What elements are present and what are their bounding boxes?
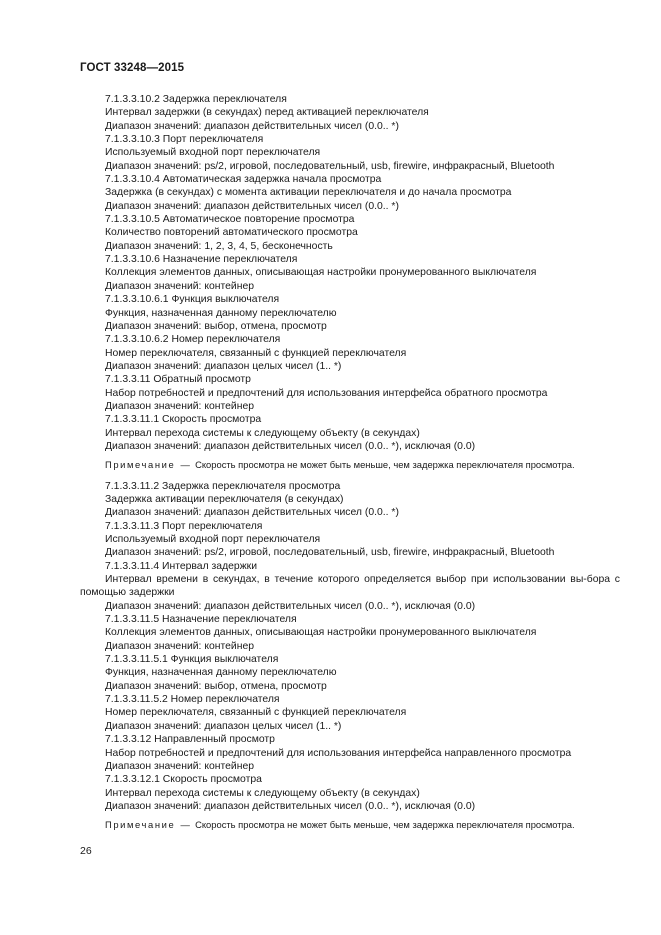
- text-line: Коллекция элементов данных, описывающая настройки пронумерованного выключателя: [105, 267, 537, 279]
- text-line: 7.1.3.3.11.3 Порт переключателя: [105, 520, 263, 532]
- text-line: 7.1.3.3.10.6.1 Функция выключателя: [105, 294, 280, 306]
- text-line: 7.1.3.3.11.5.2 Номер переключателя: [105, 694, 280, 706]
- text-line: Диапазон значений: диапазон действительных чисел (0.0.. *): [105, 507, 399, 519]
- text-line: 7.1.3.3.12 Направленный просмотр: [105, 734, 275, 746]
- text-line: Диапазон значений: диапазон целых чисел (1.. *): [105, 360, 342, 372]
- text-line: Диапазон значений: выбор, отмена, просмотр: [105, 320, 327, 332]
- text-line: Диапазон значений: диапазон целых чисел (1.. *): [105, 720, 342, 732]
- text-line: Диапазон значений: диапазон действительных чисел (0.0.. *), исключая (0.0): [105, 440, 476, 452]
- text-line: 7.1.3.3.10.6 Назначение переключателя: [105, 254, 298, 266]
- text-line: Задержка (в секундах) с момента активации переключателя и до начала просмотра: [105, 187, 512, 199]
- text-line: Набор потребностей и предпочтений для использования интерфейса направленного просмотра: [105, 747, 572, 759]
- text-line: Интервал задержки (в секундах) перед активацией переключателя: [105, 107, 429, 119]
- document-header: ГОСТ 33248—2015: [80, 62, 185, 74]
- text-line: 7.1.3.3.11.5 Назначение переключателя: [105, 614, 297, 626]
- document-body: [80, 93, 620, 840]
- text-line: Диапазон значений: диапазон действительных чисел (0.0.. *): [105, 120, 399, 132]
- text-line: Функция, назначенная данному переключателю: [105, 667, 337, 679]
- text-line: Набор потребностей и предпочтений для использования интерфейса обратного просмотра: [105, 387, 548, 399]
- text-block-a: [80, 93, 620, 453]
- text-line: 7.1.3.3.10.5 Автоматическое повторение просмотра: [105, 214, 355, 226]
- text-line: Диапазон значений: контейнер: [105, 400, 255, 412]
- note-2: [80, 818, 620, 831]
- text-line: 7.1.3.3.10.2 Задержка переключателя: [105, 94, 287, 105]
- text-line: Интервал перехода системы к следующему объекту (в секундах): [105, 787, 420, 799]
- text-line: Диапазон значений: контейнер: [105, 640, 255, 652]
- text-line: Функция, назначенная данному переключателю: [105, 307, 337, 319]
- note-dash: —: [180, 819, 190, 831]
- text-line: Диапазон значений: диапазон действительных чисел (0.0.. *), исключая (0.0): [105, 800, 476, 812]
- text-line: Задержка активации переключателя (в секундах): [105, 493, 344, 505]
- text-line: Диапазон значений: ps/2, игровой, последовательный, usb, firewire, инфракрасный, Bluetooth: [105, 547, 555, 559]
- text-line: 7.1.3.3.11.5.1 Функция выключателя: [105, 654, 279, 666]
- wrapped-paragraph: Интервал времени в секундах, в течение которого определяется выбор при использовании вы-бора с помощью задержки: [80, 574, 620, 599]
- text-line: 7.1.3.3.12.1 Скорость просмотра: [105, 774, 262, 786]
- note-1: [80, 458, 620, 471]
- text-line: 7.1.3.3.10.6.2 Номер переключателя: [105, 334, 281, 346]
- text-line: Диапазон значений: выбор, отмена, просмотр: [105, 680, 327, 692]
- text-line: Диапазон значений: контейнер: [105, 280, 255, 292]
- text-line: Диапазон значений: диапазон действительных чисел (0.0.. *), исключая (0.0): [105, 600, 476, 612]
- text-line: Используемый входной порт переключателя: [105, 147, 321, 159]
- page-number: 26: [80, 845, 92, 857]
- text-line: Номер переключателя, связанный с функцией переключателя: [105, 707, 407, 719]
- text-line: 7.1.3.3.10.4 Автоматическая задержка начала просмотра: [105, 174, 382, 186]
- text-line: Диапазон значений: 1, 2, 3, 4, 5, бесконечность: [105, 240, 333, 252]
- text-line: Номер переключателя, связанный с функцией переключателя: [105, 347, 407, 359]
- text-line: Коллекция элементов данных, описывающая настройки пронумерованного выключателя: [105, 627, 537, 639]
- text-line: Диапазон значений: контейнер: [105, 760, 255, 772]
- text-line: Интервал перехода системы к следующему объекту (в секундах): [105, 427, 420, 439]
- text-line: 7.1.3.3.11.4 Интервал задержки: [105, 560, 258, 572]
- text-line: Используемый входной порт переключателя: [105, 534, 321, 545]
- text-line: Количество повторений автоматического просмотра: [105, 227, 358, 239]
- note-label: Примечание: [105, 819, 176, 831]
- note-text: Скорость просмотра не может быть меньше, чем задержка переключателя просмотра.: [195, 459, 575, 471]
- note-dash: —: [180, 459, 190, 471]
- text-line: 7.1.3.3.11.2 Задержка переключателя просмотра: [105, 480, 341, 492]
- note-text: Скорость просмотра не может быть меньше, чем задержка переключателя просмотра.: [195, 819, 575, 831]
- text-line: 7.1.3.3.11 Обратный просмотр: [105, 374, 251, 386]
- text-line: Диапазон значений: диапазон действительных чисел (0.0.. *): [105, 200, 399, 212]
- text-block-c: [80, 600, 620, 814]
- text-block-b: [80, 480, 620, 573]
- note-label: Примечание: [105, 459, 176, 471]
- text-line: 7.1.3.3.10.3 Порт переключателя: [105, 134, 264, 146]
- text-line: 7.1.3.3.11.1 Скорость просмотра: [105, 414, 262, 426]
- text-line: Диапазон значений: ps/2, игровой, последовательный, usb, firewire, инфракрасный, Bluetooth: [105, 160, 555, 172]
